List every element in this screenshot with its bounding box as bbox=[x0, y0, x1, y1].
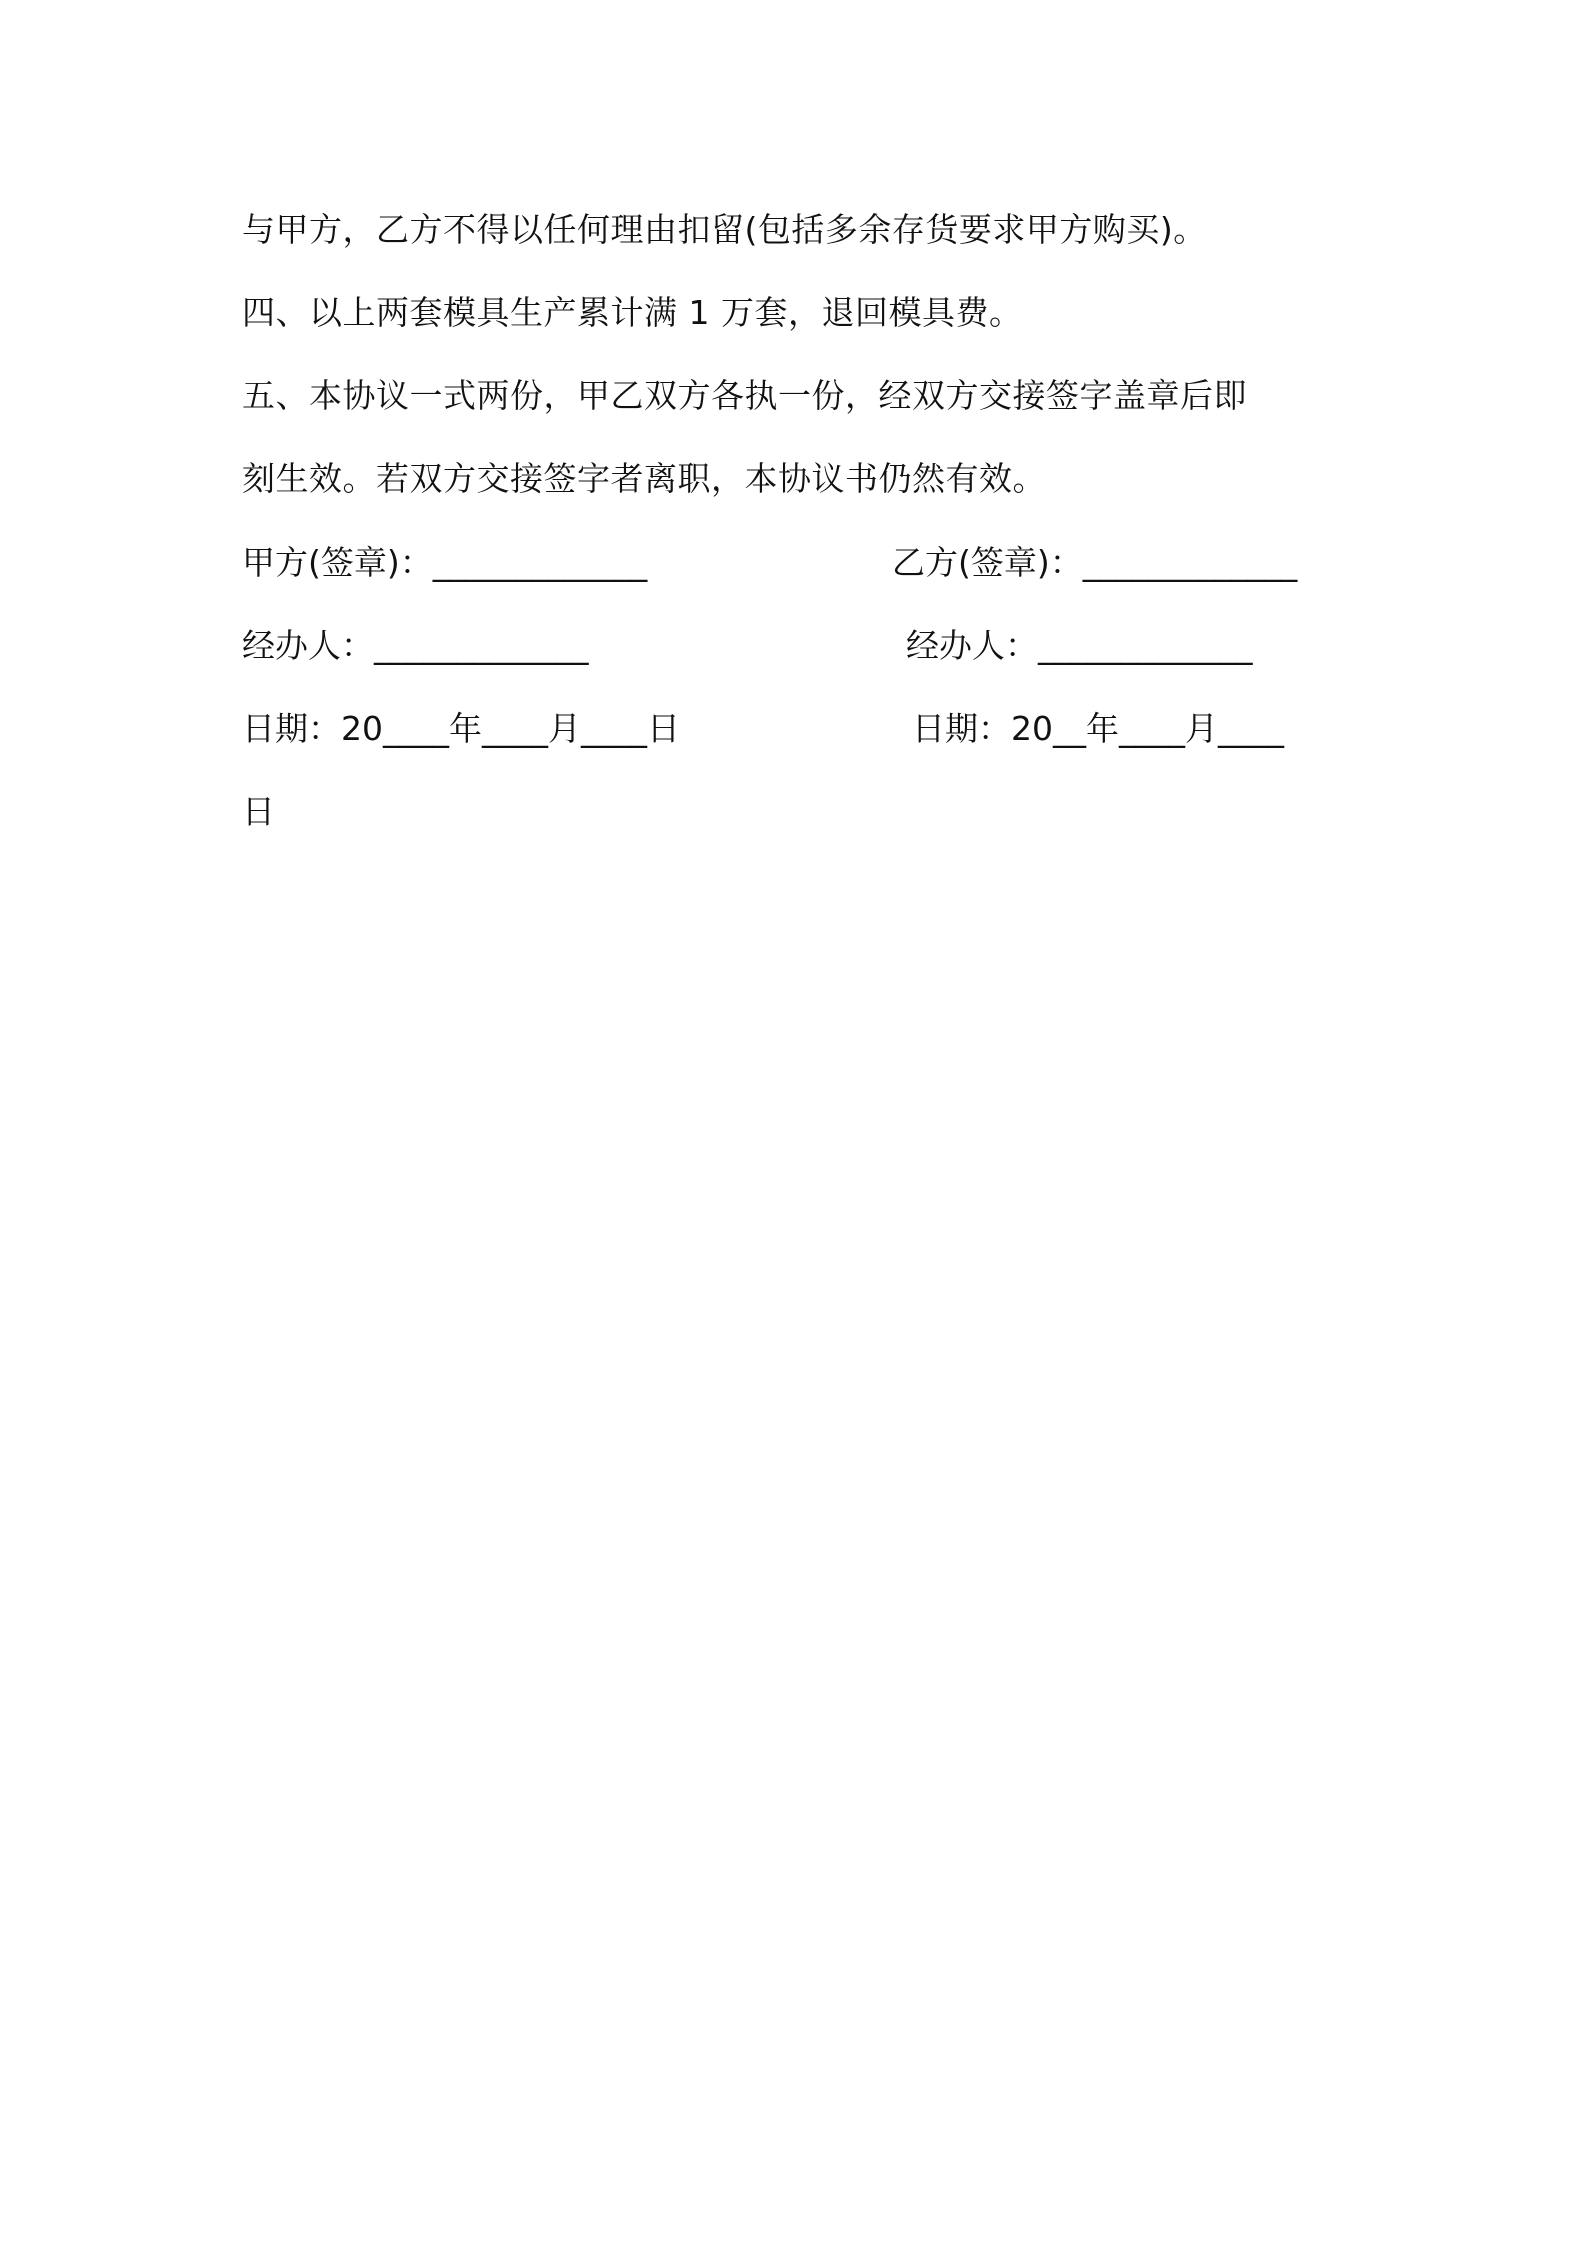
clause-five-line-2: 刻生效。若双方交接签字者离职，本协议书仍然有效。 bbox=[242, 459, 1046, 498]
party-a-signature: 甲方(签章)：_____________ bbox=[242, 543, 648, 582]
paragraph-line-1: 与甲方，乙方不得以任何理由扣留(包括多余存货要求甲方购买)。 bbox=[242, 210, 1207, 249]
date-row bbox=[242, 709, 1352, 749]
party-b-date-day: 日 bbox=[242, 792, 276, 831]
clause-five-line-1: 五、本协议一式两份，甲乙双方各执一份，经双方交接签字盖章后即 bbox=[242, 376, 1247, 415]
clause-four: 四、以上两套模具生产累计满 1 万套，退回模具费。 bbox=[242, 293, 1023, 332]
handler-row bbox=[242, 626, 1352, 666]
party-a-handler: 经办人：_____________ bbox=[242, 626, 589, 665]
party-b-handler: 经办人：_____________ bbox=[906, 626, 1253, 665]
party-b-signature: 乙方(签章)：_____________ bbox=[892, 543, 1298, 582]
party-a-date: 日期：20____年____月____日 bbox=[242, 709, 680, 748]
party-b-date: 日期：20__年____月____ bbox=[912, 709, 1284, 748]
signature-row bbox=[242, 543, 1352, 583]
